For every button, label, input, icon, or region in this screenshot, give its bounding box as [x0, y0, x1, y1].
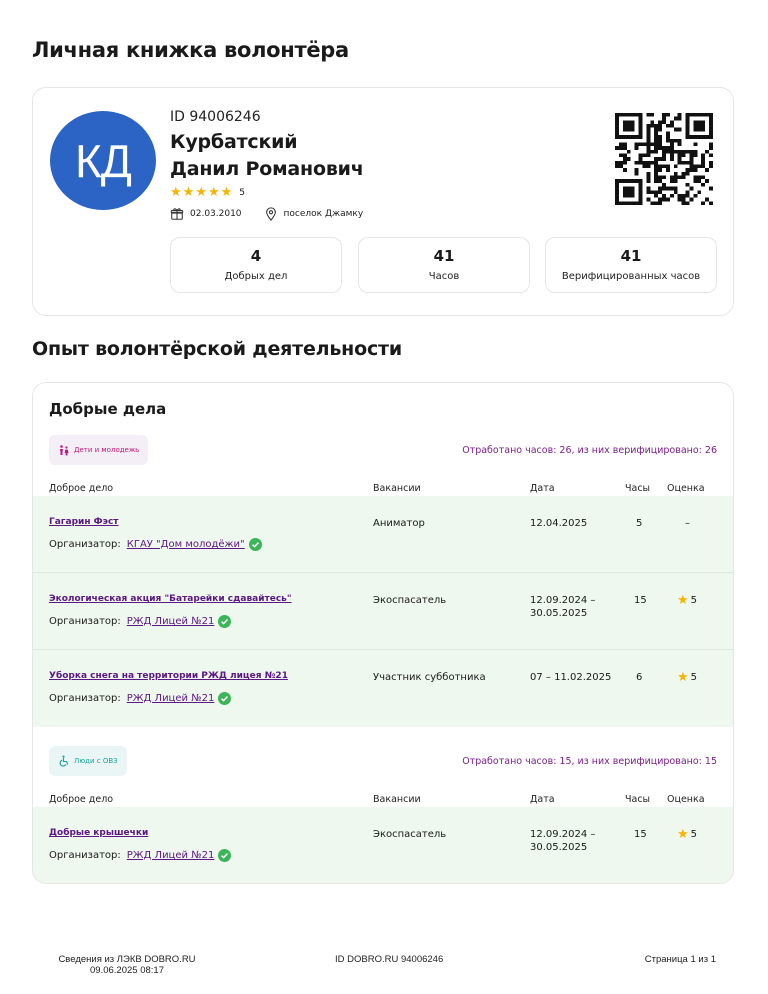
table-row — [33, 807, 733, 884]
date-line: 30.05.2025 — [530, 608, 588, 619]
organizer-link[interactable]: КГАУ "Дом молодёжи" — [126, 539, 245, 550]
stat-label: Добрых дел — [224, 271, 288, 282]
star-icon: ★ — [182, 185, 195, 200]
stat-value: 41 — [620, 247, 642, 265]
organizer-label: Организатор: — [49, 850, 121, 861]
location-pin-icon — [264, 207, 278, 221]
star-icon: ★ — [677, 827, 689, 842]
organizer-label: Организатор: — [49, 616, 121, 627]
star-icon: ★ — [220, 185, 233, 200]
birth-date: 02.03.2010 — [190, 209, 242, 219]
volunteer-first-names: Данил Романович — [170, 158, 364, 180]
stat-label: Верифицированных часов — [561, 271, 701, 282]
qr-code — [615, 113, 713, 205]
wheelchair-icon — [58, 755, 70, 767]
volunteer-id: ID 94006246 — [170, 109, 261, 125]
rating-value: 5 — [239, 187, 246, 198]
stat-label: Часов — [428, 271, 460, 282]
organizer — [49, 615, 231, 628]
stat-value: 4 — [250, 247, 262, 265]
col-date: Дата — [530, 483, 555, 494]
col-score: Оценка — [667, 794, 705, 805]
date-line: 30.05.2025 — [530, 842, 588, 853]
verified-check-icon — [218, 692, 231, 705]
volunteer-name — [170, 129, 364, 183]
date-line: 12.09.2024 – — [530, 829, 596, 840]
score: – — [685, 518, 690, 529]
hours: 15 — [634, 595, 647, 606]
category-label: Люди с ОВЗ — [74, 757, 118, 765]
date — [530, 671, 611, 684]
vacancy: Участник субботника — [373, 672, 486, 683]
hours-summary: Отработано часов: 26, из них верифицировано: 26 — [462, 445, 717, 456]
stat-good-deeds — [170, 237, 342, 293]
date-line: 07 – 11.02.2025 — [530, 672, 612, 683]
organizer — [49, 849, 231, 862]
hours-summary: Отработано часов: 15, из них верифицировано: 15 — [462, 756, 717, 767]
col-score: Оценка — [667, 483, 705, 494]
vacancy: Экоспасатель — [373, 829, 447, 840]
card-title: Добрые дела — [49, 400, 167, 418]
profile-card — [32, 87, 734, 316]
vacancy: Аниматор — [373, 518, 425, 529]
star-icon: ★ — [170, 185, 182, 200]
col-deed: Доброе дело — [49, 794, 114, 805]
stat-hours — [358, 237, 530, 293]
organizer-label: Организатор: — [49, 693, 121, 704]
page-title: Личная книжка волонтёра — [32, 38, 349, 62]
good-deeds-card — [32, 382, 734, 884]
date-line: 12.09.2024 – — [530, 595, 596, 606]
verified-check-icon — [249, 538, 262, 551]
volunteer-last-name: Курбатский — [170, 131, 298, 153]
score-value: 5 — [690, 595, 698, 606]
col-deed: Доброе дело — [49, 483, 114, 494]
score — [677, 594, 697, 607]
col-date: Дата — [530, 794, 555, 805]
category-tag-kids — [49, 435, 148, 465]
date — [530, 828, 595, 854]
star-icon: ★ — [195, 185, 207, 200]
organizer-link[interactable]: РЖД Лицей №21 — [126, 693, 215, 704]
score — [677, 671, 697, 684]
footer-date-line: 09.06.2025 08:17 — [90, 965, 164, 976]
location: поселок Джамку — [283, 209, 364, 219]
star-icon: ★ — [677, 593, 689, 608]
footer-source-line: Сведения из ЛЭКВ DOBRO.RU — [58, 954, 196, 965]
col-hours: Часы — [625, 794, 651, 805]
stat-value: 41 — [433, 247, 455, 265]
col-hours: Часы — [625, 483, 651, 494]
footer-id: ID DOBRO.RU 94006246 — [335, 954, 444, 965]
score-value: 5 — [690, 829, 698, 840]
hours: 15 — [634, 829, 647, 840]
section-title: Опыт волонтёрской деятельности — [32, 338, 402, 360]
star-icon: ★ — [207, 185, 220, 200]
footer-page-number: Страница 1 из 1 — [644, 954, 716, 965]
col-vacancy: Вакансии — [373, 483, 421, 494]
date — [530, 517, 587, 530]
category-tag-disability — [49, 746, 127, 776]
avatar: КД — [50, 111, 156, 210]
star-icon: ★ — [677, 670, 689, 685]
deed-link[interactable]: Гагарин Фэст — [49, 517, 119, 527]
stat-verified-hours — [545, 237, 717, 293]
footer-source — [52, 954, 202, 976]
organizer — [49, 692, 231, 705]
table-row — [33, 496, 733, 573]
deed-link[interactable]: Добрые крышечки — [49, 828, 149, 838]
organizer-link[interactable]: РЖД Лицей №21 — [126, 850, 215, 861]
deed-link[interactable]: Экологическая акция "Батарейки сдавайтесь" — [49, 594, 292, 604]
hours: 6 — [636, 672, 643, 683]
rating — [170, 186, 245, 199]
date-line: 12.04.2025 — [530, 518, 588, 529]
category-label: Дети и молодежь — [74, 446, 140, 454]
verified-check-icon — [218, 849, 231, 862]
gift-icon — [170, 207, 184, 221]
organizer-label: Организатор: — [49, 539, 121, 550]
vacancy: Экоспасатель — [373, 595, 447, 606]
verified-check-icon — [218, 615, 231, 628]
col-vacancy: Вакансии — [373, 794, 421, 805]
organizer — [49, 538, 262, 551]
table-row — [33, 573, 733, 650]
children-icon — [58, 444, 70, 456]
profile-meta — [170, 207, 363, 221]
hours: 5 — [636, 518, 643, 529]
table-row — [33, 650, 733, 727]
organizer-link[interactable]: РЖД Лицей №21 — [126, 616, 215, 627]
score-value: 5 — [690, 672, 698, 683]
score — [677, 828, 697, 841]
deed-link[interactable]: Уборка снега на территории РЖД лицея №21 — [49, 671, 288, 681]
date — [530, 594, 595, 620]
